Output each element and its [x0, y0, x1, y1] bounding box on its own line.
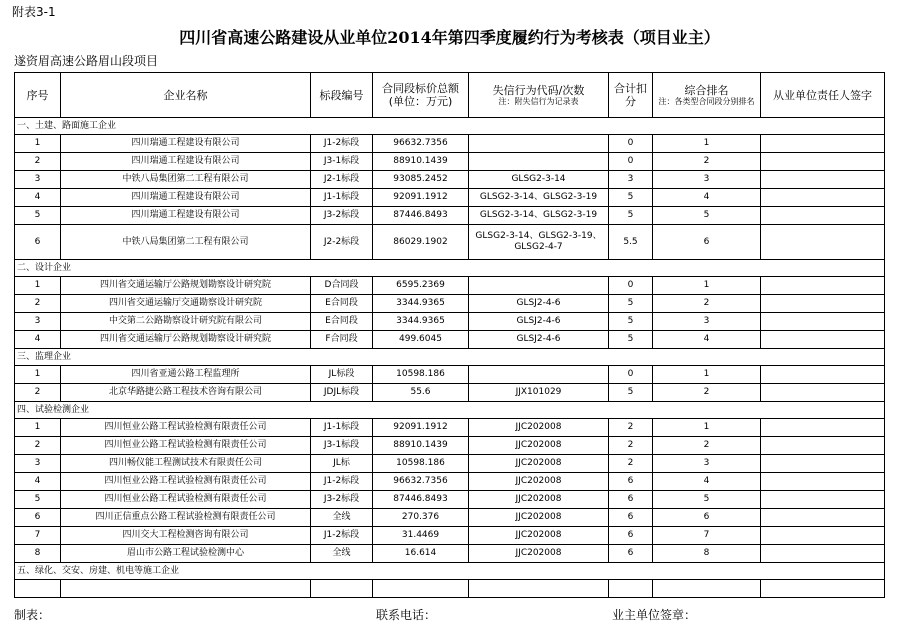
cell-company-name: 眉山市公路工程试验检测中心 [61, 545, 311, 563]
cell-company-name: 四川瑞通工程建设有限公司 [61, 135, 311, 153]
cell-seq: 4 [15, 189, 61, 207]
footer-phone: 联系电话： [376, 608, 437, 622]
cell-codes: JJC202008 [469, 491, 609, 509]
cell-deduct: 5 [609, 295, 653, 313]
category-label: 四、试验检测企业 [15, 402, 885, 419]
cell-section [311, 580, 373, 598]
project-name: 遂资眉高速公路眉山段项目 [14, 54, 159, 68]
cell-seq [15, 580, 61, 598]
cell-seq: 4 [15, 473, 61, 491]
cell-section: JL标 [311, 455, 373, 473]
cell-company-name: 中交第二公路勘察设计研究院有限公司 [61, 313, 311, 331]
cell-section: 全线 [311, 509, 373, 527]
cell-company-name: 四川瑞通工程建设有限公司 [61, 207, 311, 225]
cell-company-name: 北京华路捷公路工程技术咨询有限公司 [61, 384, 311, 402]
cell-rank: 6 [653, 225, 761, 260]
cell-sign [761, 509, 885, 527]
cell-amount: 87446.8493 [373, 491, 469, 509]
table-row [15, 419, 885, 437]
cell-amount: 55.6 [373, 384, 469, 402]
cell-amount: 93085.2452 [373, 171, 469, 189]
cell-rank: 2 [653, 295, 761, 313]
cell-codes: JJC202008 [469, 419, 609, 437]
cell-amount: 270.376 [373, 509, 469, 527]
cell-sign [761, 135, 885, 153]
cell-section: J3-2标段 [311, 207, 373, 225]
cell-deduct: 5 [609, 313, 653, 331]
cell-section: J2-2标段 [311, 225, 373, 260]
header-codes-title: 失信行为代码/次数 [492, 83, 585, 97]
cell-codes: JJX101029 [469, 384, 609, 402]
category-label: 二、设计企业 [15, 260, 885, 277]
cell-company-name: 四川恒业公路工程试验检测有限责任公司 [61, 419, 311, 437]
page-title: 四川省高速公路建设从业单位2014年第四季度履约行为考核表（项目业主） [179, 28, 720, 47]
table-header-row [15, 73, 885, 118]
cell-sign [761, 313, 885, 331]
cell-deduct: 5 [609, 384, 653, 402]
header-rank [653, 73, 761, 118]
cell-rank: 1 [653, 366, 761, 384]
header-sign: 从业单位责任人签字 [761, 73, 885, 118]
assessment-table [14, 72, 885, 598]
cell-sign [761, 171, 885, 189]
cell-section: D合同段 [311, 277, 373, 295]
cell-codes: GLSG2-3-14、GLSG2-3-19 [469, 189, 609, 207]
cell-seq: 6 [15, 509, 61, 527]
cell-seq: 3 [15, 313, 61, 331]
cell-rank: 3 [653, 313, 761, 331]
cell-deduct: 0 [609, 277, 653, 295]
cell-deduct: 6 [609, 509, 653, 527]
cell-amount: 88910.1439 [373, 437, 469, 455]
cell-codes [469, 580, 609, 598]
category-label: 五、绿化、交安、房建、机电等施工企业 [15, 563, 885, 580]
cell-amount: 96632.7356 [373, 135, 469, 153]
cell-amount: 87446.8493 [373, 207, 469, 225]
header-rank-note: 注：各类型合同段分别排名 [658, 96, 755, 106]
table-row [15, 437, 885, 455]
cell-codes: GLSJ2-4-6 [469, 313, 609, 331]
cell-deduct: 5 [609, 207, 653, 225]
category-row [15, 402, 885, 419]
table-row [15, 455, 885, 473]
cell-seq: 1 [15, 135, 61, 153]
cell-deduct: 6 [609, 527, 653, 545]
cell-sign [761, 491, 885, 509]
cell-deduct: 0 [609, 153, 653, 171]
cell-codes: JJC202008 [469, 473, 609, 491]
cell-seq: 3 [15, 455, 61, 473]
cell-rank: 5 [653, 491, 761, 509]
cell-amount: 31.4469 [373, 527, 469, 545]
cell-deduct: 5 [609, 189, 653, 207]
cell-company-name: 四川正信重点公路工程试验检测有限责任公司 [61, 509, 311, 527]
cell-rank: 2 [653, 384, 761, 402]
cell-deduct [609, 580, 653, 598]
annex-label: 附表3-1 [12, 5, 56, 19]
cell-company-name: 四川交大工程检测咨询有限公司 [61, 527, 311, 545]
cell-codes [469, 153, 609, 171]
cell-codes: JJC202008 [469, 455, 609, 473]
cell-section: E合同段 [311, 313, 373, 331]
cell-section: J1-2标段 [311, 135, 373, 153]
cell-codes: JJC202008 [469, 437, 609, 455]
cell-deduct: 6 [609, 545, 653, 563]
cell-rank: 3 [653, 171, 761, 189]
cell-rank: 3 [653, 455, 761, 473]
table-row [15, 509, 885, 527]
cell-company-name: 中铁八局集团第二工程有限公司 [61, 225, 311, 260]
cell-company-name: 四川恒业公路工程试验检测有限责任公司 [61, 473, 311, 491]
cell-codes [469, 277, 609, 295]
cell-rank: 2 [653, 153, 761, 171]
cell-sign [761, 366, 885, 384]
table-row [15, 225, 885, 260]
cell-sign [761, 153, 885, 171]
table-row [15, 189, 885, 207]
cell-codes: GLSG2-3-14、GLSG2-3-19 [469, 207, 609, 225]
cell-amount: 86029.1902 [373, 225, 469, 260]
cell-deduct: 2 [609, 419, 653, 437]
cell-company-name: 四川畅仪能工程测试技术有限责任公司 [61, 455, 311, 473]
category-label: 三、监理企业 [15, 349, 885, 366]
cell-codes: JJC202008 [469, 527, 609, 545]
cell-rank: 1 [653, 135, 761, 153]
cell-deduct: 0 [609, 366, 653, 384]
cell-section: J1-2标段 [311, 473, 373, 491]
cell-seq: 5 [15, 207, 61, 225]
cell-seq: 6 [15, 225, 61, 260]
cell-rank: 5 [653, 207, 761, 225]
cell-rank: 7 [653, 527, 761, 545]
cell-company-name: 四川省交通运输厅公路规划勘察设计研究院 [61, 277, 311, 295]
cell-section: J3-1标段 [311, 153, 373, 171]
header-section: 标段编号 [311, 73, 373, 118]
header-amount [373, 73, 469, 118]
cell-sign [761, 580, 885, 598]
category-row [15, 260, 885, 277]
table-row [15, 384, 885, 402]
cell-amount: 88910.1439 [373, 153, 469, 171]
cell-amount: 96632.7356 [373, 473, 469, 491]
cell-seq: 1 [15, 419, 61, 437]
cell-rank: 2 [653, 437, 761, 455]
cell-seq: 2 [15, 384, 61, 402]
cell-company-name: 四川恒业公路工程试验检测有限责任公司 [61, 437, 311, 455]
cell-amount: 6595.2369 [373, 277, 469, 295]
table-row [15, 491, 885, 509]
cell-codes: GLSG2-3-14 [469, 171, 609, 189]
cell-codes: JJC202008 [469, 545, 609, 563]
cell-section: JDJL标段 [311, 384, 373, 402]
footer-owner-sign: 业主单位签章： [612, 608, 697, 622]
cell-company-name: 四川省交通运输厅公路规划勘察设计研究院 [61, 331, 311, 349]
cell-amount: 92091.1912 [373, 419, 469, 437]
cell-seq: 4 [15, 331, 61, 349]
cell-codes: GLSJ2-4-6 [469, 331, 609, 349]
cell-deduct: 2 [609, 437, 653, 455]
table-row [15, 135, 885, 153]
table-row [15, 331, 885, 349]
cell-amount: 3344.9365 [373, 295, 469, 313]
cell-rank: 1 [653, 277, 761, 295]
table-row [15, 545, 885, 563]
table-row [15, 171, 885, 189]
cell-sign [761, 527, 885, 545]
cell-company-name: 四川瑞通工程建设有限公司 [61, 189, 311, 207]
cell-section: J1-2标段 [311, 527, 373, 545]
cell-seq: 1 [15, 277, 61, 295]
cell-amount: 16.614 [373, 545, 469, 563]
cell-rank: 8 [653, 545, 761, 563]
cell-sign [761, 384, 885, 402]
table-row [15, 153, 885, 171]
cell-codes: GLSG2-3-14、GLSG2-3-19、GLSG2-4-7 [469, 225, 609, 260]
category-row [15, 118, 885, 135]
cell-section: JL标段 [311, 366, 373, 384]
cell-section: E合同段 [311, 295, 373, 313]
cell-sign [761, 225, 885, 260]
category-row [15, 349, 885, 366]
cell-deduct: 3 [609, 171, 653, 189]
cell-amount [373, 580, 469, 598]
header-codes [469, 73, 609, 118]
cell-amount: 10598.186 [373, 366, 469, 384]
cell-rank: 1 [653, 419, 761, 437]
cell-sign [761, 545, 885, 563]
cell-section: F合同段 [311, 331, 373, 349]
cell-seq: 1 [15, 366, 61, 384]
cell-amount: 499.6045 [373, 331, 469, 349]
cell-seq: 7 [15, 527, 61, 545]
category-row [15, 563, 885, 580]
cell-sign [761, 331, 885, 349]
header-codes-note: 注：附失信行为记录表 [498, 96, 579, 106]
cell-rank: 4 [653, 189, 761, 207]
cell-seq: 2 [15, 437, 61, 455]
cell-codes: GLSJ2-4-6 [469, 295, 609, 313]
cell-company-name: 四川瑞通工程建设有限公司 [61, 153, 311, 171]
cell-company-name: 中铁八局集团第二工程有限公司 [61, 171, 311, 189]
header-deduct: 合计扣分 [609, 73, 653, 118]
cell-amount: 10598.186 [373, 455, 469, 473]
cell-codes: JJC202008 [469, 509, 609, 527]
cell-deduct: 5.5 [609, 225, 653, 260]
cell-seq: 2 [15, 153, 61, 171]
cell-deduct: 6 [609, 491, 653, 509]
cell-rank: 6 [653, 509, 761, 527]
cell-section: J2-1标段 [311, 171, 373, 189]
cell-seq: 5 [15, 491, 61, 509]
table-body [15, 118, 885, 598]
cell-seq: 3 [15, 171, 61, 189]
cell-amount: 3344.9365 [373, 313, 469, 331]
cell-section: 全线 [311, 545, 373, 563]
table-row [15, 207, 885, 225]
cell-sign [761, 189, 885, 207]
cell-company-name: 四川省亚通公路工程监理所 [61, 366, 311, 384]
cell-rank [653, 580, 761, 598]
cell-section: J3-1标段 [311, 437, 373, 455]
cell-sign [761, 277, 885, 295]
cell-amount: 92091.1912 [373, 189, 469, 207]
cell-sign [761, 473, 885, 491]
cell-sign [761, 295, 885, 313]
cell-rank: 4 [653, 331, 761, 349]
cell-company-name [61, 580, 311, 598]
cell-sign [761, 455, 885, 473]
cell-section: J1-1标段 [311, 189, 373, 207]
cell-company-name: 四川省交通运输厅交通勘察设计研究院 [61, 295, 311, 313]
table-row [15, 313, 885, 331]
table-row [15, 527, 885, 545]
cell-codes [469, 135, 609, 153]
cell-section: J3-2标段 [311, 491, 373, 509]
cell-sign [761, 437, 885, 455]
table-row [15, 277, 885, 295]
cell-seq: 2 [15, 295, 61, 313]
cell-sign [761, 419, 885, 437]
cell-sign [761, 207, 885, 225]
header-amount-text: 合同段标价总额 (单位：万元) [382, 82, 459, 108]
header-rank-title: 综合排名 [684, 83, 729, 97]
table-row [15, 473, 885, 491]
cell-deduct: 6 [609, 473, 653, 491]
header-seq: 序号 [15, 73, 61, 118]
category-label: 一、土建、路面施工企业 [15, 118, 885, 135]
cell-deduct: 2 [609, 455, 653, 473]
table-row [15, 580, 885, 598]
cell-rank: 4 [653, 473, 761, 491]
cell-codes [469, 366, 609, 384]
cell-deduct: 0 [609, 135, 653, 153]
table-row [15, 366, 885, 384]
header-name: 企业名称 [61, 73, 311, 118]
footer-maker: 制表： [14, 608, 51, 622]
table-row [15, 295, 885, 313]
cell-section: J1-1标段 [311, 419, 373, 437]
cell-seq: 8 [15, 545, 61, 563]
cell-company-name: 四川恒业公路工程试验检测有限责任公司 [61, 491, 311, 509]
cell-deduct: 5 [609, 331, 653, 349]
